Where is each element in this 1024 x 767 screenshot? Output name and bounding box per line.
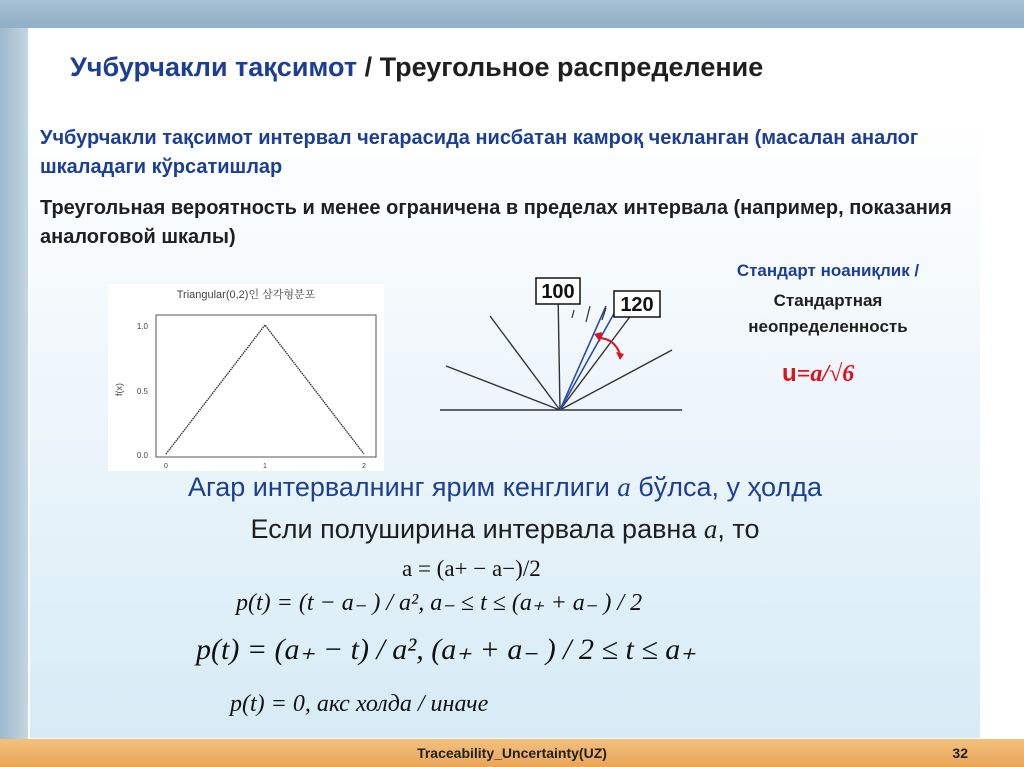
half-width-ru-tail: , то: [717, 514, 760, 544]
plot-frame: [156, 315, 376, 457]
half-width-ru-var: a: [703, 514, 718, 544]
formula-u: u: [782, 360, 797, 387]
footer-bar: [0, 739, 1024, 767]
x-tick-label: 0: [164, 463, 168, 470]
uncertainty-formula: [782, 360, 854, 388]
formula-p-rising: p(t) = (t − a₋ ) / a², a₋ ≤ t ≤ (a₊ + a₋ ) / 2: [236, 590, 643, 616]
x-tick-label: 2: [362, 463, 366, 470]
minor-tick: [586, 306, 590, 322]
arrow-head: [594, 332, 602, 342]
formula-p-zero: p(t) = 0, акс холда / иначе: [230, 691, 489, 717]
half-width-statement-ru: [30, 514, 980, 545]
needle-swing-arrow: [598, 338, 620, 354]
minor-tick: [572, 310, 574, 318]
half-width-uz-tail: бўлса, у ҳолда: [630, 472, 822, 502]
standard-uncertainty-ru: [698, 288, 958, 340]
slide-title: [70, 52, 763, 83]
y-tick-label: 1.0: [136, 322, 148, 331]
slide-title-separator: /: [357, 52, 380, 82]
triangular-distribution-chart: [108, 284, 384, 471]
formula-half-width: a = (a+ − a−)/2: [402, 556, 541, 581]
chart-svg: [108, 284, 384, 471]
left-frame-bar: [0, 28, 28, 739]
y-tick-label: 0.0: [136, 451, 148, 460]
scale-label-100: 100: [541, 281, 575, 303]
scale-label-120: 120: [620, 294, 654, 316]
chart-title: Triangular(0,2)인 삼각형분포: [176, 289, 316, 301]
slide-title-uz: Учбурчакли тақсимот: [70, 52, 358, 82]
arrow-head: [616, 352, 624, 360]
formula-p-falling: p(t) = (a₊ − t) / a², (a₊ + a₋ ) / 2 ≤ t ≤ a₊: [196, 633, 697, 666]
y-axis-label: f(x): [114, 383, 124, 396]
standard-uncertainty-ru-line2: неопределенность: [748, 317, 908, 336]
x-tick-label: 1: [263, 463, 267, 470]
y-tick-label: 0.5: [136, 387, 148, 396]
slide-title-ru: Треугольное распределение: [379, 52, 764, 82]
standard-uncertainty-uz: Стандарт ноаниқлик /: [736, 261, 920, 280]
paragraph-uz: Учбурчакли тақсимот интервал чегарасида нисбатан камроқ чекланган (масалан аналог шкаладаги кўрсатишлар: [40, 127, 919, 178]
page-number: 32: [952, 745, 968, 761]
paragraph-ru: Треугольная вероятность и менее ограничена в пределах интервала (например, показания аналоговой шкалы): [40, 197, 952, 248]
scale-tick-line: [558, 292, 560, 410]
standard-uncertainty-ru-line1: Стандартная: [773, 291, 883, 310]
half-width-uz-var: a: [617, 472, 631, 502]
formula-rest: =a/√6: [796, 361, 855, 387]
half-width-ru-text: Если полуширина интервала равна: [250, 514, 704, 544]
half-width-statement-uz: [30, 472, 980, 503]
footer-text: Traceability_Uncertainty(UZ): [417, 745, 607, 761]
analog-scale-illustration: [420, 270, 690, 420]
top-frame-bar: [0, 0, 1024, 28]
half-width-uz-text: Агар интервалнинг ярим кенглиги: [187, 472, 618, 502]
